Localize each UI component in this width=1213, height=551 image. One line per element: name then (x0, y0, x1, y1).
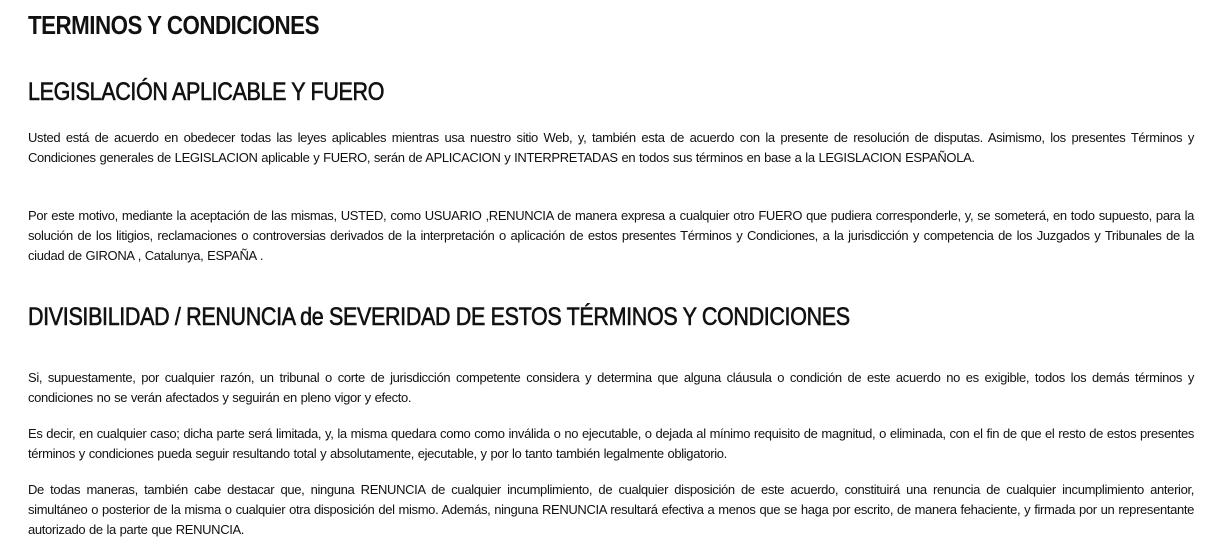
page-title: TERMINOS Y CONDICIONES (28, 10, 319, 40)
paragraph-divisibility-3: De todas maneras, también cabe destacar que, ninguna RENUNCIA de cualquier incumplimiento, de cualquier disposición de este acuerdo, constituirá una renuncia de cualquier incumplimiento anterior, simultáneo o posterior de la misma o cualquier otra disposición del mismo. Además, ninguna RENUNCIA resultará efectiva a menos que se haga por escrito, de manera fehaciente, y firmada por un representante autorizado de la parte que RENUNCIA. (28, 482, 1194, 537)
paragraph-divisibility-1: Si, supuestamente, por cualquier razón, un tribunal o corte de jurisdicción competente considera y determina que alguna cláusula o condición de este acuerdo no es exigible, todos los demás términos y condiciones no se verán afectados y seguirán en pleno vigor y efecto. (28, 370, 1194, 405)
paragraph-legislation-2: Por este motivo, mediante la aceptación de las mismas, USTED, como USUARIO ,RENUNCIA de manera expresa a cualquier otro FUERO que pudiera corresponderle, y, se someterá, en todo supuesto, para la solución de los litigios, reclamaciones o controversias derivados de la interpretación o aplicación de estos presentes Términos y Condiciones, a la jurisdicción y competencia de los Juzgados y Tribunales de la ciudad de GIRONA , Catalunya, ESPAÑA . (28, 208, 1194, 263)
paragraph-legislation-1: Usted está de acuerdo en obedecer todas las leyes aplicables mientras usa nuestro sitio Web, y, también esta de acuerdo con la presente de resolución de disputas. Asimismo, los presentes Términos y Condiciones generales de LEGISLACION aplicable y FUERO, serán de APLICACION y INTERPRETADAS en todos sus términos en base a la LEGISLACION ESPAÑOLA. (28, 130, 1194, 165)
section-heading-legislation: LEGISLACIÓN APLICABLE Y FUERO (28, 78, 385, 106)
paragraph-divisibility-2: Es decir, en cualquier caso; dicha parte será limitada, y, la misma quedara como como inválida o no ejecutable, o dejada al mínimo requisito de magnitud, o eliminada, con el fin de que el resto de estos presentes términos y condiciones pueda seguir resultando total y absolutamente, ejecutable, y por lo tanto también legalmente obligatorio. (28, 426, 1194, 461)
section-heading-divisibility: DIVISIBILIDAD / RENUNCIA de SEVERIDAD DE ESTOS TÉRMINOS Y CONDICIONES (28, 303, 850, 331)
